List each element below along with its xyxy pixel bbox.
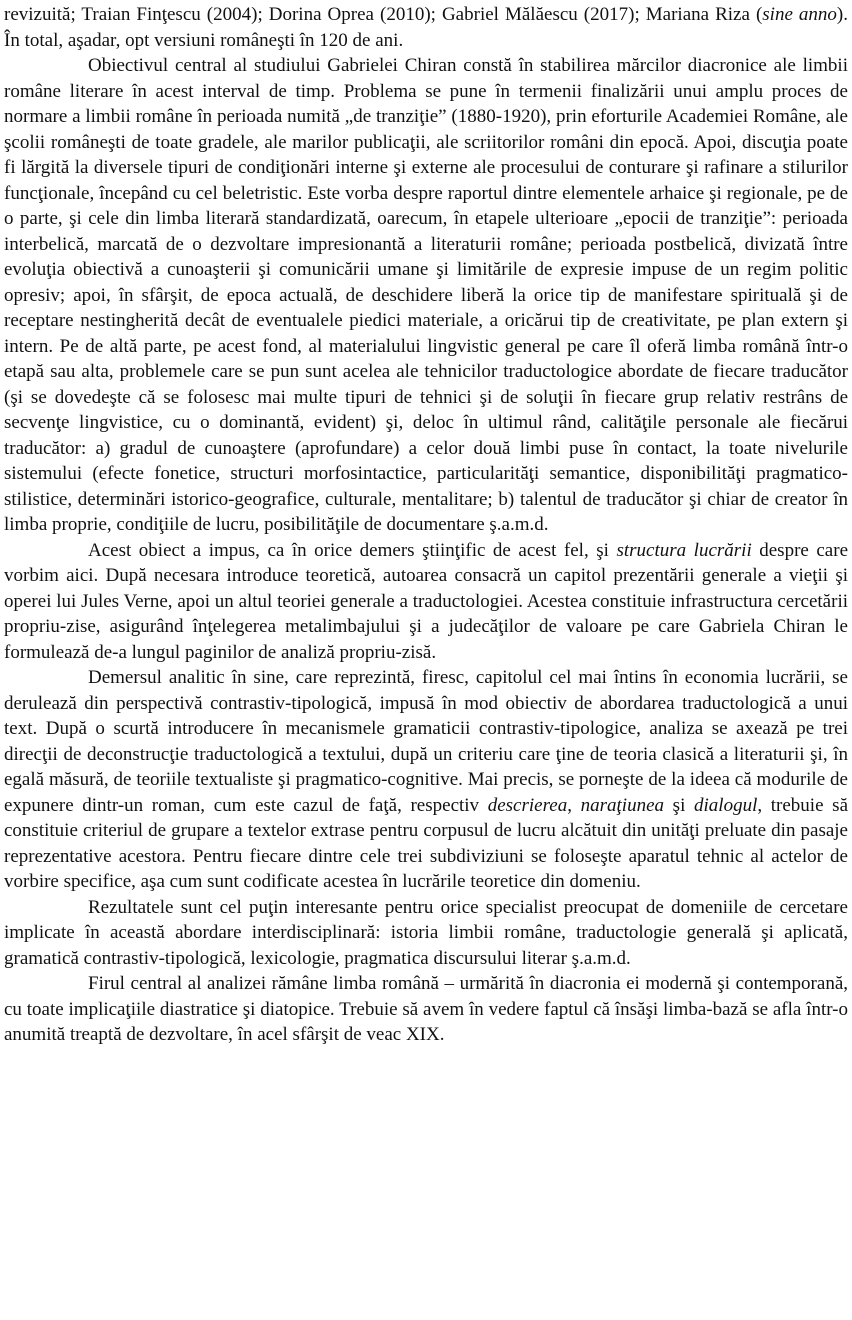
text-run: Rezultatele sunt cel puţin interesante pentru orice specialist preocupat de domeniile de cercetare implicate în această abordare interdisciplinară: istoria limbii române, traductologie generală şi aplicată, gramatică contrastiv-tipologică, lexicologie, pragmatica discursului literar ş.a.m.d. xyxy=(4,896,848,969)
text-run: Firul central al analizei rămâne limba română – urmărită în diacronia ei modernă şi contemporană, cu toate implicaţiile diastratice şi diatopice. Trebuie să avem în vedere faptul că însăşi limba-bază se afla într-o anumită treaptă de dezvoltare, în acel sfârşit de veac XIX. xyxy=(4,973,848,1045)
text-run: şi xyxy=(664,794,695,816)
document-body xyxy=(4,2,848,1048)
text-run: Obiectivul central al studiului Gabrielei Chiran constă în stabilirea mărcilor diacronice ale limbii române literare în acest interval de timp. Problema se pune în termenii finalizării unui amplu proces de normare a limbii române în perioada numită „de tranziţie” (1880-1920), prin eforturile Academiei Române, ale şcolii româneşti de toate gradele, ale marilor publicaţii, ale scriitorilor români din epocă. Apoi, discuţia poate fi lărgită la diversele tipuri de condiţionări interne şi externe ale procesului de conturare şi rafinare a stilurilor funcţionale, începând cu cel beletristic. Este vorba despre raportul dintre elementele arhaice şi regionale, pe de o parte, şi cele din limba literară standardizată, oarecum, în etapele ulterioare „epocii de tranziţie”: perioada interbelică, marcată de o dezvoltare impresionantă a literaturii române; perioada postbelică, divizată între evoluţia obiectivă a cunoaşterii şi comunicării umane şi limitările de expresie impuse de un regim politic opresiv; apoi, în sfârşit, de epoca actuală, de deschidere liberă la orice tip de manifestare spirituală şi de receptare nestingherită decât de eventualele piedici materiale, a oricărui tip de creativitate, pe plan extern şi intern. Pe de altă parte, pe acest fond, al materialului lingvistic general pe care îl oferă limba română într-o etapă sau alta, problemele care se pun sunt acelea ale tehnicilor traductologice abordate de fiecare traducător (şi se dovedeşte că se folosesc mai multe tipuri de tehnici şi de soluţii în fiecare grup relativ restrâns de secvenţe lingvistice, cu o dominantă, evident) şi, deloc în ultimul rând, calităţile personale ale fiecărui traducător: a) gradul de cunoaştere (aprofundare) a celor două limbi puse în contact, la toate nivelurile sistemului (efecte fonetice, structuri morfosintactice, particularităţi semantice, disponibilităţi pragmatico-stilistice, determinări istorico-geografice, culturale, mentalitare; b) talentul de traducător şi chiar de creator în limba proprie, condiţiile de lucru, posibilităţile de documentare ş.a.m.d. xyxy=(4,55,848,535)
text-run: , trebuie să constituie criteriul de grupare a textelor extrase pentru corpusul de lucru alcătuit din unităţi preluate din pasaje reprezentative acestora. Pentru fiecare dintre cele trei subdiviziuni se foloseşte aparatul tehnic al actelor de vorbire specifice, aşa cum sunt codificate acestea în lucrările teoretice din domeniu. xyxy=(4,794,848,892)
italic-term: dialogul xyxy=(694,794,758,816)
italic-term: sine anno xyxy=(762,4,837,25)
italic-term: structura lucrării xyxy=(616,539,752,561)
text-run: Acest obiect a impus, ca în orice demers ştiinţific de acest fel, şi xyxy=(88,539,617,561)
paragraph-results xyxy=(4,895,848,972)
paragraph-central-thread xyxy=(4,971,848,1048)
paragraph-objective xyxy=(4,53,848,538)
italic-term: naraţiunea xyxy=(580,794,665,816)
paragraph-structure xyxy=(4,538,848,666)
paragraph-continuation xyxy=(4,2,848,53)
text-run: ). În total, aşadar, opt versiuni româneşti în 120 de ani. xyxy=(4,4,848,51)
italic-term: descrierea xyxy=(487,794,568,816)
text-run: revizuită; Traian Finţescu (2004); Dorina Oprea (2010); Gabriel Mălăescu (2017); Mariana Riza ( xyxy=(4,4,763,25)
text-run: Demersul analitic în sine, care reprezintă, firesc, capitolul cel mai întins în economia lucrării, se derulează din perspectivă contrastiv-tipologică, impusă în mod obiectiv de abordarea traductologică a unui text. După o scurtă introducere în mecanismele gramaticii contrastiv-tipologice, analiza se axează pe trei direcţii de deconstrucţie traductologică a textului, după un criteriu care ţine de teoria clasică a literaturii şi, în egală măsură, de teoriile textualiste şi pragmatico-cognitive. Mai precis, se porneşte de la ideea că modurile de expunere dintr-un roman, cum este cazul de faţă, respectiv xyxy=(4,667,848,816)
text-run: despre care vorbim aici. După necesara introduce teoretică, autoarea consacră un capitol prezentării generale a vieţii şi operei lui Jules Verne, apoi un altul teoriei generale a traductologiei. Acestea constituie infrastructura cercetării propriu-zise, asigurând înţelegerea metalimbajului şi a judecăţilor de valoare pe care Gabriela Chiran le formulează de-a lungul paginilor de analiză propriu-zisă. xyxy=(4,539,849,663)
paragraph-analysis xyxy=(4,665,848,895)
text-run: , xyxy=(567,794,581,816)
